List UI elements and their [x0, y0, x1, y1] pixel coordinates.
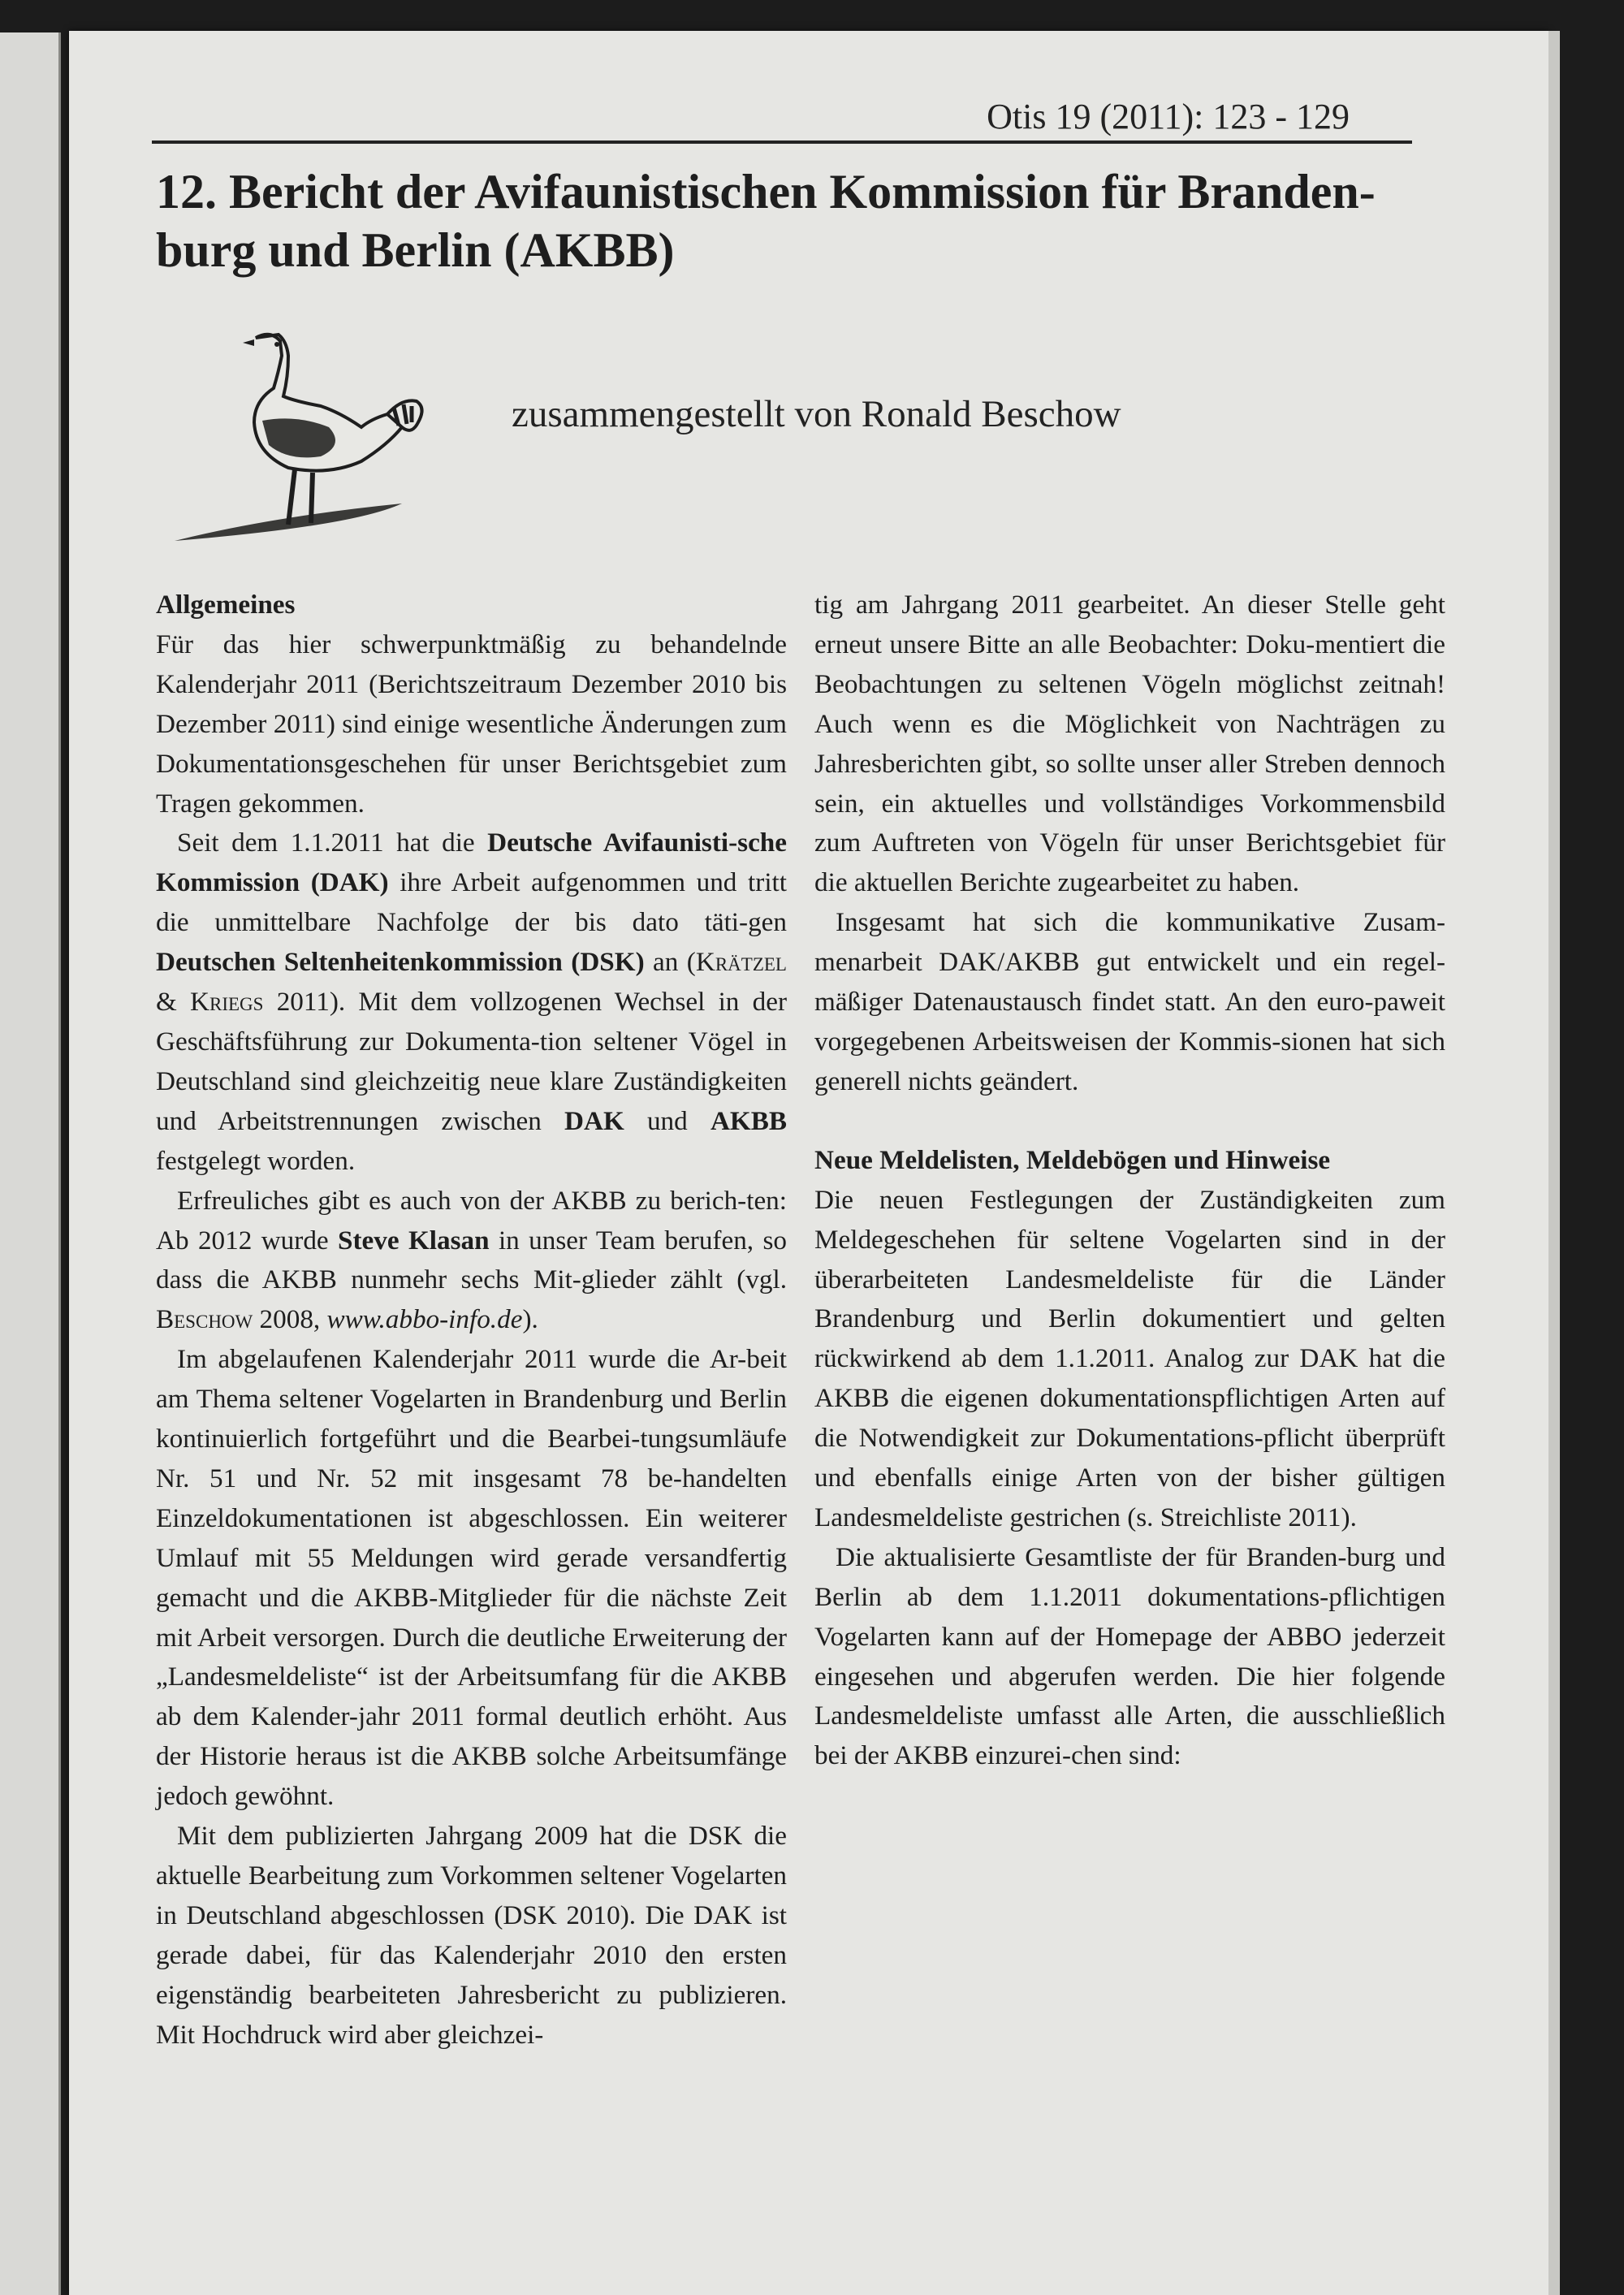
- paragraph: tig am Jahrgang 2011 gearbeitet. An dieser Stelle geht erneut unsere Bitte an alle Beobachter: Doku-mentiert die Beobachtungen zu seltenen Vögeln möglichst zeitnah! Auch wenn es die Möglichkeit von Nachträgen zu Jahresberichten gibt, so sollte unser aller Streben dennoch sein, ein aktuelles und vollständiges Vorkommensbild zum Auftreten von Vögeln für unser Berichtsgebiet für die aktuellen Berichte zugearbeitet zu haben.: [814, 590, 1445, 898]
- paragraph: Seit dem 1.1.2011 hat die Deutsche Avifaunisti-sche Kommission (DAK) ihre Arbeit aufgenommen und tritt die unmittelbare Nachfolge der bis dato täti-gen Deutschen Seltenheitenkommission (DSK) an (Krätzel & Kriegs 2011). Mit dem vollzogenen Wechsel in der Geschäftsführung zur Dokumenta-tion seltener Vögel in Deutschland sind gleichzeitig neue klare Zuständigkeiten und Arbeitstrennungen zwischen DAK und AKBB festgelegt worden.: [156, 828, 788, 1176]
- website-link: www.abbo-info.de: [326, 1304, 523, 1335]
- paragraph: Die neuen Festlegungen der Zuständigkeiten zum Meldegeschehen für seltene Vogelarten sind in der überarbeiteten Landesmeldeliste für die Länder Brandenburg und Berlin dokumentiert und gelten rückwirkend ab dem 1.1.2011. Analog zur DAK hat die AKBB die eigenen dokumentationspflichtigen Arten auf die Notwendigkeit zur Dokumentations-pflicht überprüft und ebenfalls einige Arten von der bisher gültigen Landesmeldeliste gestrichen (s. Streichliste 2011).: [814, 1184, 1445, 1532]
- right-column: [814, 586, 1445, 1776]
- page-edge: [1548, 31, 1560, 2295]
- paragraph: Für das hier schwerpunktmäßig zu behandelnde Kalenderjahr 2011 (Berichtszeitraum Dezember 2010 bis Dezember 2011) sind einige wesentliche Änderungen zum Dokumentationsgeschehen für unser Berichtsgebiet zum Tragen gekommen.: [156, 629, 787, 819]
- paragraph: Insgesamt hat sich die kommunikative Zusam-menarbeit DAK/AKBB gut entwickelt und ein regel-mäßiger Datenaustausch findet statt. An den euro-paweit vorgegebenen Arbeitsweisen der Kommis-sionen hat sich generell nichts geändert.: [814, 907, 1445, 1096]
- section-heading: Neue Meldelisten, Meldebögen und Hinweise: [814, 1144, 1331, 1175]
- paragraph: Im abgelaufenen Kalenderjahr 2011 wurde die Ar-beit am Thema seltener Vogelarten in Brandenburg und Berlin kontinuierlich fortgeführt und die Bearbei-tungsumläufe Nr. 51 und Nr. 52 mit insgesamt 78 be-handelten Einzeldokumentationen ist abgeschlossen. Ein weiterer Umlauf mit 55 Meldungen wird gerade versandfertig gemacht und die AKBB-Mitglieder für die nächste Zeit mit Arbeit versorgen. Durch die deutliche Erweiterung der „Landesmeldeliste“ ist der Arbeitsumfang für die AKBB ab dem Kalender-jahr 2011 formal deutlich erhöht. Aus der Historie heraus ist die AKBB solche Arbeitsumfänge jedoch gewöhnt.: [156, 1344, 787, 1812]
- left-column: [156, 586, 787, 2055]
- section-heading: Allgemeines: [156, 590, 296, 620]
- paragraph: Erfreuliches gibt es auch von der AKBB zu berich-ten: Ab 2012 wurde Steve Klasan in unser Team berufen, so dass die AKBB nunmehr sechs Mit-glieder zählt (vgl. Beschow 2008, www.abbo-info.de).: [156, 1185, 787, 1335]
- paragraph: Die aktualisierte Gesamtliste der für Branden-burg und Berlin ab dem 1.1.2011 dokumentations-pflichtigen Vogelarten kann auf der Homepage der ABBO jederzeit eingesehen und abgerufen werden. Die hier folgende Landesmeldeliste umfasst alle Arten, die ausschließlich bei der AKBB einzurei-chen sind:: [814, 1541, 1445, 1771]
- journal-reference: Otis 19 (2011): 123 - 129: [987, 97, 1350, 136]
- header-rule: [152, 140, 1412, 144]
- previous-page-edge: [0, 32, 61, 2295]
- paragraph: Mit dem publizierten Jahrgang 2009 hat die DSK die aktuelle Bearbeitung zum Vorkommen seltener Vogelarten in Deutschland abgeschlossen (DSK 2010). Die DAK ist gerade dabei, für das Kalenderjahr 2010 den ersten eigenständig bearbeiteten Jahresbericht zu publizieren. Mit Hochdruck wird aber gleichzei-: [156, 1821, 787, 2050]
- section-gap: [814, 1102, 1445, 1141]
- journal-page: [69, 31, 1548, 2295]
- author-line: zusammengestellt von Ronald Beschow: [512, 393, 1121, 435]
- article-title: 12. Bericht der Avifaunistischen Kommission für Branden-burg und Berlin (AKBB): [156, 165, 1376, 277]
- great-bustard-logo-icon: [158, 323, 467, 559]
